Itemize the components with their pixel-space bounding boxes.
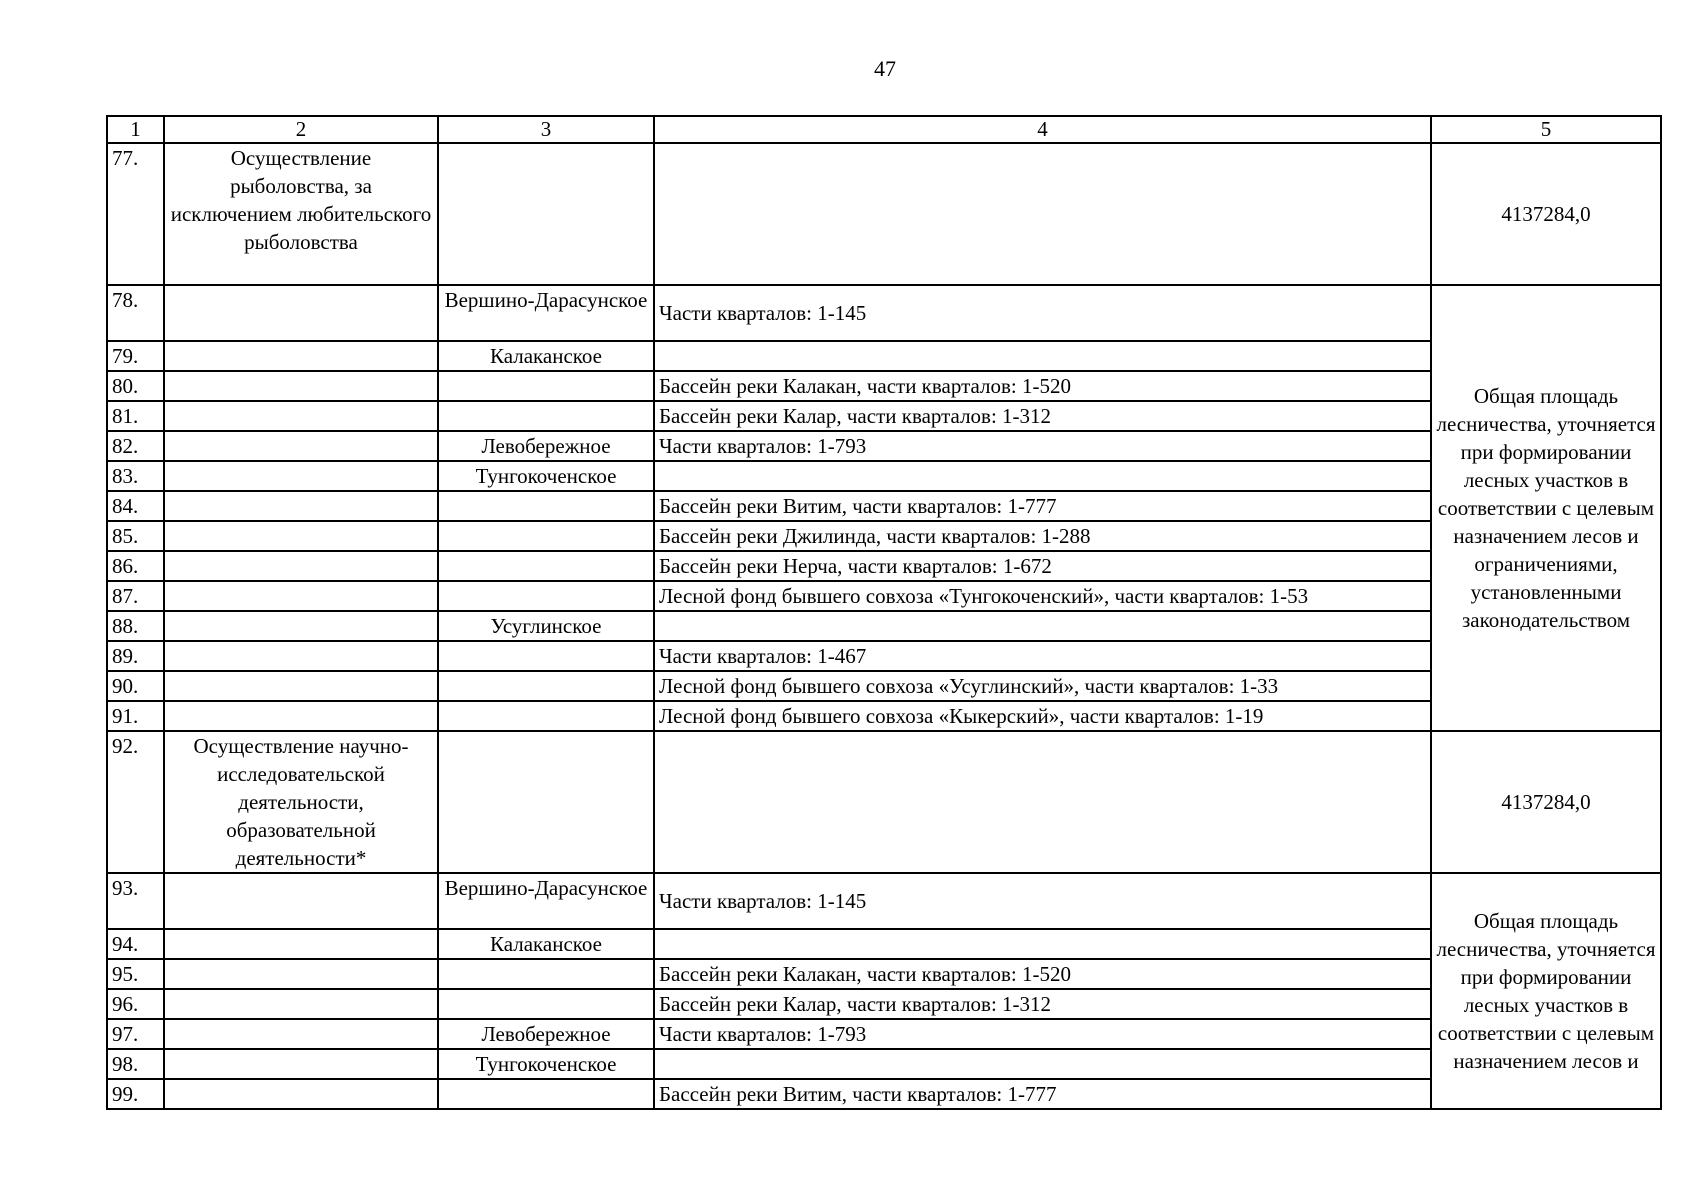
quarters-cell: Части кварталов: 1-793 [654,1019,1431,1049]
table-row [107,929,1661,959]
activity-cell [164,1049,438,1079]
quarters-cell: Бассейн реки Калар, части кварталов: 1-312 [654,401,1431,431]
activity-cell: Осуществление рыболовства, за исключением любительского рыболовства [164,143,438,285]
activity-cell [164,491,438,521]
activity-cell [164,581,438,611]
row-number-cell: 91. [107,701,164,731]
forestry-cell: Левобережное [438,431,654,461]
quarters-cell: Лесной фонд бывшего совхоза «Кыкерский», части кварталов: 1-19 [654,701,1431,731]
row-number-cell: 84. [107,491,164,521]
table-row [107,521,1661,551]
header-row [107,116,1661,143]
forestry-activities-table [106,115,1662,1110]
table-row [107,401,1661,431]
activity-cell: Осуществление научно-исследовательской деятельности, образовательной деятельности* [164,731,438,873]
table-row [107,1019,1661,1049]
quarters-cell: Бассейн реки Джилинда, части кварталов: 1-288 [654,521,1431,551]
table-row [107,431,1661,461]
forestry-cell [438,371,654,401]
table-row [107,1079,1661,1109]
quarters-cell: Части кварталов: 1-793 [654,431,1431,461]
quarters-cell: Части кварталов: 1-145 [654,873,1431,929]
forestry-cell: Тунгокоченское [438,1049,654,1079]
activity-cell [164,1019,438,1049]
forestry-cell: Калаканское [438,341,654,371]
quarters-cell [654,143,1431,285]
forestry-cell: Калаканское [438,929,654,959]
activity-cell [164,671,438,701]
forestry-cell [438,1079,654,1109]
forestry-cell [438,959,654,989]
forestry-cell [438,701,654,731]
forestry-cell [438,401,654,431]
table-row [107,731,1661,873]
table-row [107,371,1661,401]
forestry-cell: Вершино-Дарасунское [438,285,654,341]
activity-cell [164,341,438,371]
row-number-cell: 86. [107,551,164,581]
activity-cell [164,959,438,989]
table-row [107,611,1661,641]
activity-cell [164,929,438,959]
table-row [107,701,1661,731]
row-number-cell: 99. [107,1079,164,1109]
quarters-cell [654,929,1431,959]
row-number-cell: 90. [107,671,164,701]
row-number-cell: 88. [107,611,164,641]
table-row [107,641,1661,671]
activity-cell [164,989,438,1019]
quarters-cell [654,341,1431,371]
row-number-cell: 97. [107,1019,164,1049]
quarters-cell: Бассейн реки Нерча, части кварталов: 1-672 [654,551,1431,581]
quarters-cell: Лесной фонд бывшего совхоза «Усуглинский», части кварталов: 1-33 [654,671,1431,701]
row-number-cell: 81. [107,401,164,431]
activity-cell [164,641,438,671]
table-row [107,989,1661,1019]
quarters-cell: Бассейн реки Калар, части кварталов: 1-312 [654,989,1431,1019]
row-number-cell: 77. [107,143,164,285]
quarters-cell: Бассейн реки Калакан, части кварталов: 1-520 [654,371,1431,401]
row-number-cell: 94. [107,929,164,959]
area-cell: 4137284,0 [1431,143,1661,285]
forestry-cell [438,521,654,551]
row-number-cell: 95. [107,959,164,989]
forestry-cell [438,989,654,1019]
area-note-cell: Общая площадь лесничества, уточняется при формировании лесных участков в соответствии с целевым назначением лесов и [1431,873,1661,1109]
row-number-cell: 96. [107,989,164,1019]
forestry-cell: Усуглинское [438,611,654,641]
row-number-cell: 79. [107,341,164,371]
table-row [107,143,1661,285]
row-number-cell: 98. [107,1049,164,1079]
table-row [107,551,1661,581]
activity-cell [164,611,438,641]
quarters-cell: Бассейн реки Витим, части кварталов: 1-777 [654,491,1431,521]
page-number: 47 [874,56,896,81]
quarters-cell: Бассейн реки Витим, части кварталов: 1-777 [654,1079,1431,1109]
quarters-cell [654,461,1431,491]
quarters-cell [654,611,1431,641]
header-cell: 5 [1431,116,1661,143]
activity-cell [164,551,438,581]
forestry-cell [438,671,654,701]
activity-cell [164,401,438,431]
row-number-cell: 93. [107,873,164,929]
activity-cell [164,285,438,341]
forestry-cell [438,731,654,873]
table-row [107,873,1661,929]
forestry-cell [438,581,654,611]
forestry-cell [438,491,654,521]
forestry-cell: Левобережное [438,1019,654,1049]
table-row [107,461,1661,491]
row-number-cell: 89. [107,641,164,671]
table-row [107,581,1661,611]
activity-cell [164,461,438,491]
quarters-cell [654,731,1431,873]
forestry-cell [438,143,654,285]
header-cell: 2 [164,116,438,143]
activity-cell [164,701,438,731]
forestry-cell [438,641,654,671]
table-row [107,491,1661,521]
header-cell: 3 [438,116,654,143]
row-number-cell: 82. [107,431,164,461]
activity-cell [164,1079,438,1109]
row-number-cell: 85. [107,521,164,551]
table-row [107,1049,1661,1079]
quarters-cell: Лесной фонд бывшего совхоза «Тунгокоченский», части кварталов: 1-53 [654,581,1431,611]
row-number-cell: 87. [107,581,164,611]
header-cell: 4 [654,116,1431,143]
row-number-cell: 92. [107,731,164,873]
table-row [107,341,1661,371]
table-row [107,959,1661,989]
forestry-cell: Тунгокоченское [438,461,654,491]
header-cell: 1 [107,116,164,143]
quarters-cell: Бассейн реки Калакан, части кварталов: 1-520 [654,959,1431,989]
row-number-cell: 78. [107,285,164,341]
activity-cell [164,521,438,551]
activity-cell [164,371,438,401]
quarters-cell: Части кварталов: 1-467 [654,641,1431,671]
area-cell: 4137284,0 [1431,731,1661,873]
forestry-cell: Вершино-Дарасунское [438,873,654,929]
row-number-cell: 83. [107,461,164,491]
table-row [107,671,1661,701]
activity-cell [164,873,438,929]
quarters-cell [654,1049,1431,1079]
table-row [107,285,1661,341]
quarters-cell: Части кварталов: 1-145 [654,285,1431,341]
forestry-cell [438,551,654,581]
row-number-cell: 80. [107,371,164,401]
area-note-cell: Общая площадь лесничества, уточняется при формировании лесных участков в соответствии с целевым назначением лесов и ограничениями, установленными законодательством [1431,285,1661,731]
activity-cell [164,431,438,461]
